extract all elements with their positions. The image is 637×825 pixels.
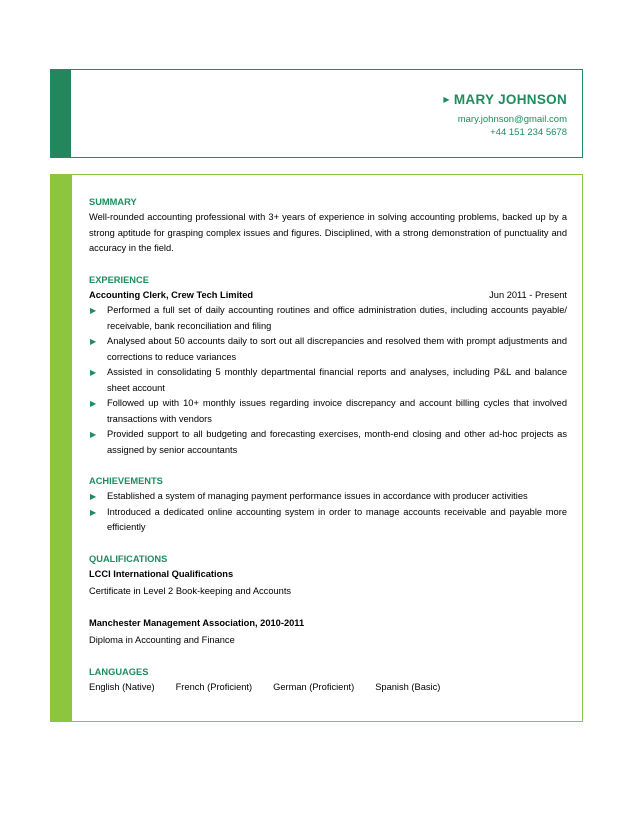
list-item — [89, 365, 567, 396]
languages-list — [89, 680, 567, 696]
languages-title: LANGUAGES — [89, 666, 149, 677]
list-item — [89, 396, 567, 427]
summary-title: SUMMARY — [89, 197, 137, 207]
email[interactable]: mary.johnson@gmail.com — [457, 114, 567, 125]
achievements-title: ACHIEVEMENTS — [89, 476, 163, 486]
job-title: Accounting Clerk, Crew Tech Limited — [89, 289, 254, 300]
language-item: French (Proficient) — [175, 681, 253, 692]
header-box — [50, 69, 583, 158]
list-item-text: Provided support to all budgeting and forecasting exercises, month-end closing and other ad-hoc projects as assigned by senior accountants — [107, 429, 567, 455]
list-item-text: Followed up with 10+ monthly issues regarding invoice discrepancy and account billing cycles that involved transactions with vendors — [107, 398, 567, 424]
bullet-arrow-icon: ▶ — [90, 507, 97, 517]
language-item: English (Native) — [89, 681, 155, 692]
language-item: German (Proficient) — [273, 681, 355, 692]
bullet-arrow-icon: ▶ — [90, 368, 97, 377]
candidate-name — [443, 92, 567, 107]
list-item-text: Analysed about 50 accounts daily to sort out all discrepancies and resolved them with prompt adjustments and corrections to reduce variances — [107, 336, 567, 362]
qualification-detail: Certificate in Level 2 Book-keeping and Accounts — [89, 586, 292, 596]
job-dates: Jun 2011 - Present — [489, 289, 567, 300]
experience-list — [89, 303, 567, 458]
list-item-text: Assisted in consolidating 5 monthly departmental financial reports and analyses, including P&L and balance sheet account — [107, 367, 567, 393]
resume-body — [50, 174, 583, 722]
qualifications-title: QUALIFICATIONS — [89, 553, 168, 564]
qualification-heading: LCCI International Qualifications — [89, 568, 234, 579]
bullet-arrow-icon: ▶ — [90, 430, 97, 439]
resume-content — [89, 195, 567, 695]
name-arrow-icon: ▶ — [443, 95, 450, 104]
list-item-text: Introduced a dedicated online accounting system in order to manage accounts receivable and payable more efficiently — [107, 506, 567, 532]
candidate-name-text: MARY JOHNSON — [453, 92, 567, 107]
body-accent-bar — [51, 175, 72, 721]
list-item — [89, 303, 567, 334]
list-item — [89, 427, 567, 458]
bullet-arrow-icon: ▶ — [90, 306, 97, 315]
summary-text: Well-rounded accounting professional with 3+ years of experience in solving accounting problems, backed up by a strong aptitude for grasping complex issues and figures. Disciplined, with a strong demonstration of punctuality and accuracy in the field. — [89, 212, 567, 253]
experience-title: EXPERIENCE — [89, 274, 149, 285]
list-item — [89, 334, 567, 365]
phone: +44 151 234 5678 — [490, 127, 567, 138]
bullet-arrow-icon: ▶ — [90, 337, 97, 346]
header-accent-bar — [51, 70, 71, 157]
language-item: Spanish (Basic) — [375, 681, 441, 692]
achievements-list — [89, 489, 567, 536]
list-item-text: Performed a full set of daily accounting routines and office administration duties, including accounts payable/ receivable, bank reconciliation and filing — [107, 305, 567, 331]
list-item-text: Established a system of managing payment performance issues in accordance with producer activities — [107, 491, 528, 501]
qualification-detail: Diploma in Accounting and Finance — [89, 635, 235, 645]
list-item — [89, 489, 567, 505]
bullet-arrow-icon: ▶ — [90, 492, 97, 501]
qualification-heading: Manchester Management Association, 2010-2011 — [89, 617, 305, 628]
job-row — [89, 288, 567, 304]
list-item — [89, 505, 567, 536]
bullet-arrow-icon: ▶ — [90, 399, 97, 408]
